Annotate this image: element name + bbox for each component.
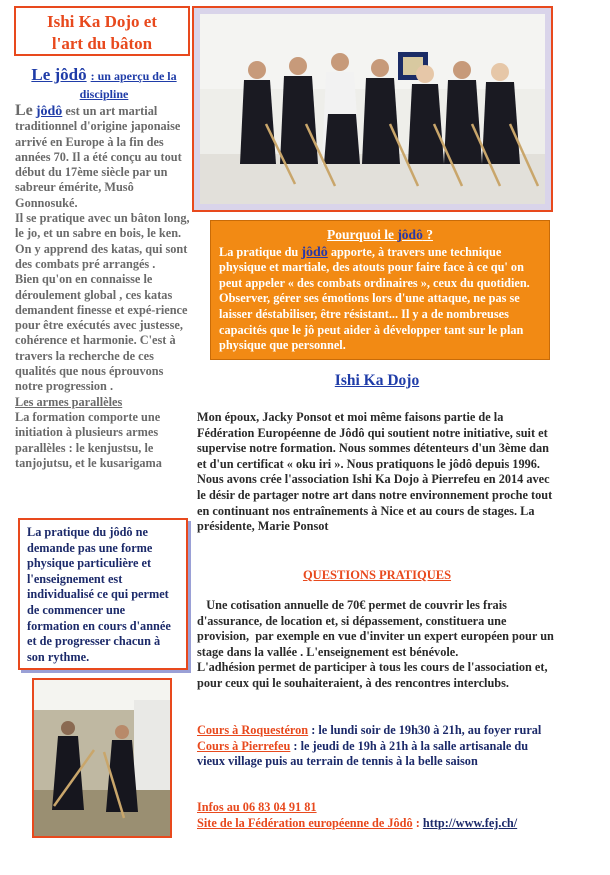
course-pierrefeu-label: Cours à Pierrefeu <box>197 738 291 753</box>
intro-rest: est un art martial traditionnel d'origine japonaise arrivé en Europe à la fin des années 70. Il a été conçu au tout début du 17ème siècle par un sabreur émérite, Musô Gonnosuké. <box>15 104 182 210</box>
questions-pratiques-heading: QUESTIONS PRATIQUES <box>302 568 452 582</box>
why-title-jo: jôdô <box>397 227 423 242</box>
course-roquesteron-text: : le lundi soir de 19h30 à 21h, au foyer rural <box>308 723 542 737</box>
intro-jodo: jôdô <box>35 104 63 119</box>
title-box <box>14 6 190 56</box>
paragraph-2: Il se pratique avec un bâton long, le jo, et un sabre en bois, le ken. On y apprend des katas, qui sont des combats pré arrangés . <box>15 211 190 271</box>
jodo-heading-sub2: discipline <box>79 87 129 101</box>
dojo-heading: Ishi Ka Dojo <box>334 372 420 389</box>
why-text-a: La pratique du <box>219 244 302 259</box>
qp-paragraph-2: L'adhésion permet de participer à tous les cours de l'association et, pour ceux qui le souhaiteraient, à des rencontres interclubs. <box>197 660 548 690</box>
questions-pratiques-text <box>197 598 559 692</box>
why-jodo-box <box>210 220 550 360</box>
left-column-text <box>15 103 193 471</box>
jodo-heading-sub: : un aperçu de la <box>90 69 177 83</box>
why-text-b: apporte, à travers une technique physique et martiale, des atouts pour faire face à ce qu' on peut appeler « des combats ordinaires », ceux du quotidien. Observer, gérer ses émotions lors d'une attaque, ne pas se laisser déstabiliser, être résistant... Il y a de nombreuses capacités que le jô peut aider à développer tant sur le plan physique que personnel. <box>219 244 530 353</box>
why-title-b: ? <box>422 227 433 242</box>
dojo-paragraph-1: Mon époux, Jacky Ponsot et moi même faisons partie de la Fédération Européenne de Jôdô qui soutient notre initiative, suit et supervise notre formation. Nous sommes détenteurs d'un 3ème dan et d'un certificat « oku iri ». Nous pratiquons le jôdô depuis 1996. <box>197 410 549 471</box>
dojo-paragraph-2: Nous avons crée l'association Ishi Ka Dojo à Pierrefeu en 2014 avec le désir de partager notre art dans notre environnement proche tout en continuant nos entraînements à Nice et au cours de stages. La présidente, Marie Ponsot <box>197 472 553 534</box>
armes-text: La formation comporte une initiation à plusieurs armes parallèles : le kenjustsu, le tanjojutsu, et le kusarigama <box>15 409 162 470</box>
group-photo-frame <box>192 6 553 212</box>
site-link[interactable]: http://www.fej.ch/ <box>422 815 518 830</box>
why-text-jo: jôdô <box>301 244 328 260</box>
practice-note-box: La pratique du jôdô ne demande pas une forme physique particulière et l'enseignement est individualisé ce qui permet de commencer une formation en cours d'année et de progresser chacun à son rythme. <box>18 518 188 670</box>
site-line <box>197 816 559 832</box>
site-label: Site de la Fédération européenne de Jôdô <box>197 815 413 830</box>
qp-paragraph-1: Une cotisation annuelle de 70€ permet de couvrir les frais d'assurance, de location et, si dépassement, constituera une provision, par exemple en vue d'inviter un expert européen pour un stage dans la vallée . L'enseignement est bénévole. <box>197 598 557 659</box>
paragraph-3: Bien qu'on en connaisse le déroulement global , ces katas demandent finesse et expé-rience pour être exécutés avec justesse, cohérence et harmonie. C'est à travers la recherche de ces qualités que nous éprouvons notre progression . <box>15 272 188 394</box>
intro-le: Le <box>15 102 33 119</box>
phone-info: Infos au 06 83 04 91 81 <box>197 800 317 814</box>
armes-heading: Les armes parallèles <box>15 394 123 409</box>
site-separator: : <box>412 815 423 830</box>
training-photo <box>34 680 170 836</box>
title-line-1: Ishi Ka Dojo et <box>46 12 158 31</box>
course-pierrefeu <box>197 739 559 770</box>
dojo-text <box>197 410 559 535</box>
why-text <box>219 245 541 354</box>
why-title <box>219 227 541 243</box>
courses-section <box>197 723 559 770</box>
course-pierrefeu-text: : le jeudi de 19h à 21h à la salle artisanale du vieux village puis au terrain de tennis à la belle saison <box>197 738 529 769</box>
group-photo <box>200 14 545 204</box>
course-roquesteron <box>197 723 559 739</box>
title-line-2: l'art du bâton <box>51 34 153 53</box>
course-roquesteron-label: Cours à Roquestéron <box>197 723 309 737</box>
why-title-a: Pourquoi le <box>327 227 398 242</box>
jodo-heading <box>16 66 192 103</box>
jodo-heading-main: Le jôdô <box>31 65 87 84</box>
intro-paragraph <box>15 103 193 211</box>
training-photo-frame <box>32 678 172 838</box>
contact-section <box>197 800 559 831</box>
